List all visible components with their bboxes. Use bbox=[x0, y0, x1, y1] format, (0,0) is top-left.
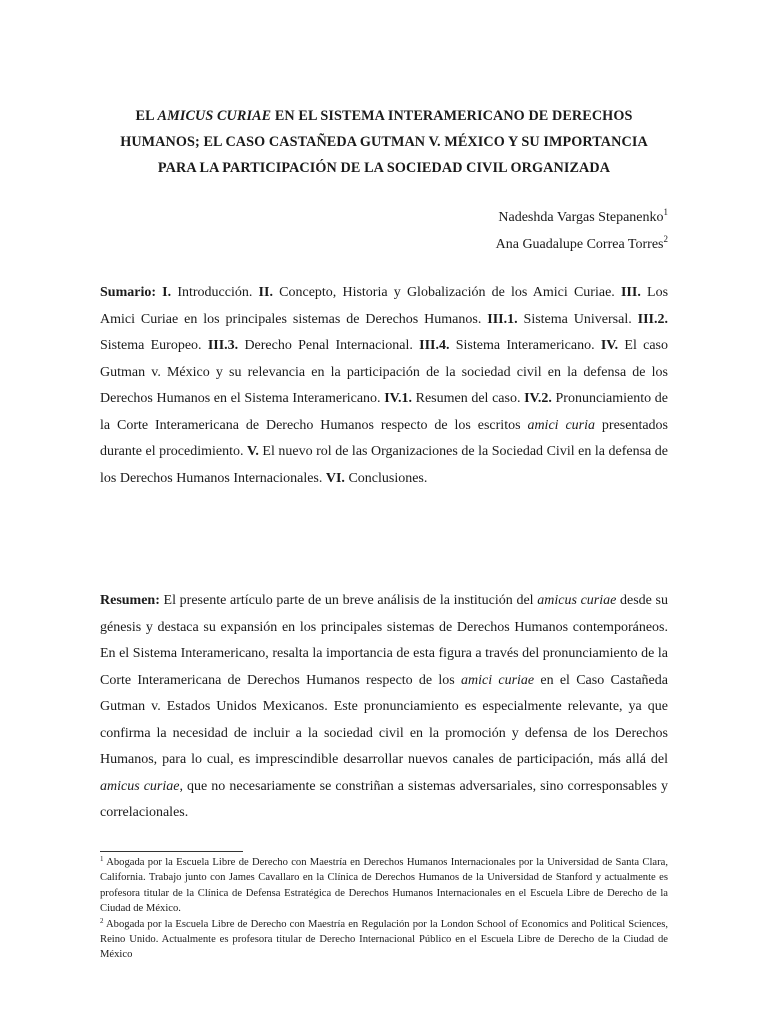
resumen-paragraph bbox=[100, 588, 668, 827]
bold-run: Sumario: I. bbox=[100, 285, 172, 300]
text-run: El caso Gutman v. México y su relevancia en la participación de la sociedad civil en la defensa de los Derechos Humanos en el Sistema Interamericano. bbox=[100, 338, 668, 406]
author-list bbox=[496, 205, 668, 258]
text-run: en el Caso Castañeda Gutman v. Estados Unidos Mexicanos. Este pronunciamiento es especialmente relevante, ya que confirma la necesidad de incluir a la sociedad civil en la promoción y defensa de los Derechos Humanos, para lo cual, es imprescindible desarrollar nuevos canales de participación, más allá del bbox=[100, 672, 668, 767]
footnote-number: 2 bbox=[100, 916, 104, 925]
text-run: El presente artículo parte de un breve análisis de la institución del bbox=[159, 593, 538, 608]
text-run: Introducción. bbox=[171, 285, 259, 300]
text-run: Derecho Penal Internacional. bbox=[238, 338, 420, 353]
title-lead: EL bbox=[135, 108, 158, 124]
author-line bbox=[496, 232, 668, 259]
bold-run: V. bbox=[247, 444, 259, 459]
text-run: , que no necesariamente se constriñan a sistemas adversariales, sino corresponsables y correlacionales. bbox=[100, 778, 668, 820]
bold-run: II. bbox=[258, 285, 273, 300]
text-run: Concepto, Historia y Globalización de los Amici Curiae. bbox=[272, 285, 621, 300]
bold-run: IV.2. bbox=[524, 391, 552, 406]
text-run: Sistema Universal. bbox=[517, 311, 638, 327]
sumario-paragraph bbox=[100, 280, 668, 492]
bold-run: III.3. bbox=[207, 338, 239, 353]
bold-run: IV. bbox=[600, 338, 619, 353]
footnote-separator bbox=[100, 851, 243, 852]
title-italic: AMICUS CURIAE bbox=[157, 108, 272, 124]
bold-run: VI. bbox=[325, 470, 345, 486]
text-run: Sistema Europeo. bbox=[100, 338, 208, 353]
footnote-2 bbox=[100, 917, 668, 963]
italic-run: amici curia bbox=[527, 417, 595, 433]
italic-run: amicus curiae bbox=[537, 593, 617, 608]
author-name: Ana Guadalupe Correa Torres bbox=[495, 236, 664, 252]
bold-run: III.4. bbox=[419, 338, 450, 353]
text-run: desde su génesis y destaca su expansión en los principales sistemas de Derechos Humanos contemporáneos. En el Sistema Interamericano, resalta la importancia de esta figura a través del pronunciamiento de la Corte Interamericana de Derechos Humanos respecto de los bbox=[100, 593, 669, 688]
italic-run: amicus curiae bbox=[100, 778, 180, 794]
footnote-text: Abogada por la Escuela Libre de Derecho con Maestría en Regulación por la London School of Economics and Political Sciences, Reino Unido. Actualmente es profesora titular de Derecho Internacional Público en el Escuela Libre de Derecho de la Ciudad de México bbox=[100, 918, 668, 961]
author-line bbox=[496, 205, 668, 232]
footnote-text: Abogada por la Escuela Libre de Derecho con Maestría en Derechos Humanos Internacionales por la Universidad de Santa Clara, California. Trabajo junto con James Cavallaro en la Clínica de Derechos Humanos de la Universidad de Stanford y actualmente es profesora titular de la Clínica de Defensa Estratégica de Derechos Humanos Internacionales en el Escuela Libre de Derecho de la Ciudad de México. bbox=[100, 857, 668, 915]
footnote-number: 1 bbox=[100, 855, 104, 863]
text-run: Resumen del caso. bbox=[411, 391, 525, 406]
bold-run: IV.1. bbox=[384, 391, 412, 406]
footnote-1 bbox=[100, 855, 668, 917]
text-run: Conclusiones. bbox=[344, 470, 428, 486]
text-run: El nuevo rol de las Organizaciones de la Sociedad Civil en la defensa de los Derechos Humanos Internacionales. bbox=[100, 444, 668, 486]
footnote-marker: 1 bbox=[663, 207, 668, 217]
bold-run: III. bbox=[620, 285, 641, 300]
text-run: Los Amici Curiae en los principales sistemas de Derechos Humanos. bbox=[100, 285, 669, 327]
text-run: Sistema Interamericano. bbox=[449, 338, 601, 353]
italic-run: amici curiae bbox=[461, 672, 535, 688]
title-rest: EN EL SISTEMA INTERAMERICANO DE DERECHOS HUMANOS; EL CASO CASTAÑEDA GUTMAN V. MÉXICO Y SU IMPORTANCIA PARA LA PARTICIPACIÓN DE LA SOCIEDAD CIVIL ORGANIZADA bbox=[120, 108, 648, 176]
article-title bbox=[100, 103, 668, 181]
bold-run: III.1. bbox=[487, 311, 518, 327]
footnote-marker: 2 bbox=[663, 233, 668, 244]
bold-run: Resumen: bbox=[100, 593, 160, 608]
text-run: Pronunciamiento de la Corte Interamericana de Derecho Humanos respecto de los escritos bbox=[100, 391, 668, 433]
text-run: presentados durante el procedimiento. bbox=[100, 417, 668, 459]
footnotes bbox=[100, 855, 668, 963]
bold-run: III.2. bbox=[637, 311, 668, 327]
author-name: Nadeshda Vargas Stepanenko bbox=[498, 210, 664, 225]
